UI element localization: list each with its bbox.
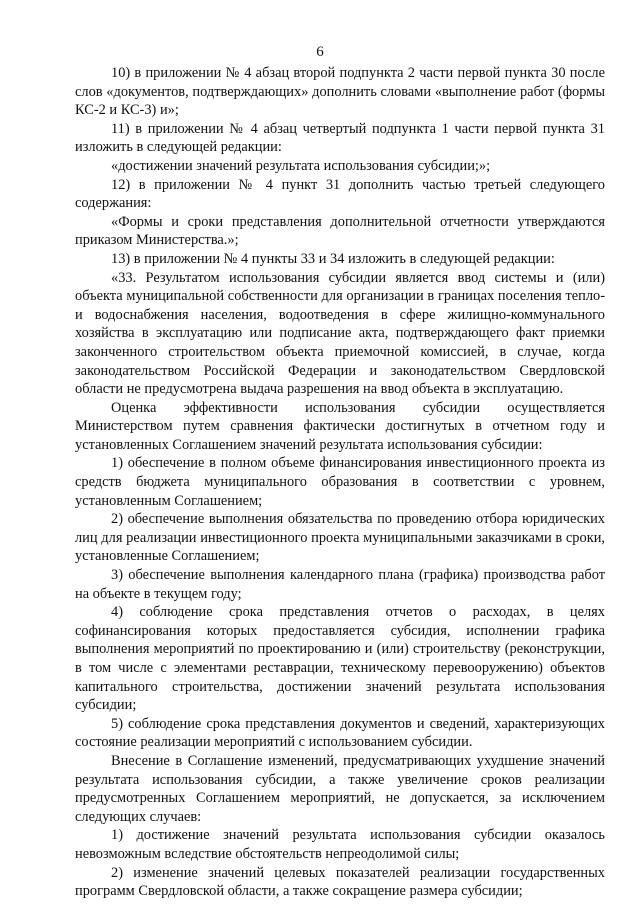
paragraph-eval-3: 3) обеспечение выполнения календарного плана (графика) производства работ на объекте в текущем году; (75, 567, 605, 602)
paragraph-eval-4: 4) соблюдение срока представления отчетов о расходах, в целях софинансирования которых предоставляется субсидия, исполнении графика выполнения мероприятий по проектированию и (или) строительству (реконструкции, в том числе с элементами реставрации, техническому перевооружению) объектов капитального строительства, достижении значений результата использования субсидии; (75, 604, 605, 714)
paragraph-exception-1: 1) достижение значений результата использования субсидии оказалось невозможным вследствие обстоятельств непреодолимой силы; (75, 827, 605, 862)
paragraph-eval-1: 1) обеспечение в полном объеме финансирования инвестиционного проекта из средств бюджета муниципального образования в соответствии с уровнем, установленным Соглашением; (75, 455, 605, 509)
paragraph-exception-2: 2) изменение значений целевых показателей реализации государственных программ Свердловской области, а также сокращение размера субсидии; (75, 864, 605, 900)
paragraph-eval-5: 5) соблюдение срока представления документов и сведений, характеризующих состояние реализации мероприятий с использованием субсидии. (75, 715, 605, 751)
paragraph-point-33: «33. Результатом использования субсидии является ввод системы и (или) объекта муниципальной собственности для организации в границах поселения тепло- и водоснабжения населения, водоотведения в сфере жилищно-коммунального хозяйства в эксплуатацию или подписание акта, подтверждающего факт приемки законченного строительством объекта приемочной комиссией, в случае, когда законодательством Российской Федерации и законодательством Свердловской области не предусмотрена выдача разрешения на ввод объекта в эксплуатацию. (75, 269, 605, 398)
paragraph-item-12: 12) в приложении № 4 пункт 31 дополнить частью третьей следующего содержания: (75, 176, 605, 212)
document-body (75, 64, 605, 901)
paragraph-eval-2: 2) обеспечение выполнения обязательства по проведению отбора юридических лиц для реализации инвестиционного проекта муниципальными заказчиками в сроки, установленные Соглашением; (75, 511, 605, 565)
paragraph-item-11: 11) в приложении № 4 абзац четвертый подпункта 1 части первой пункта 31 изложить в следующей редакции: (75, 120, 605, 156)
paragraph-item-10: 10) в приложении № 4 абзац второй подпункта 2 части первой пункта 30 после слов «документов, подтверждающих» дополнить словами «выполнение работ (формы КС-2 и КС-3) и»; (75, 65, 605, 119)
paragraph-quote-achievement: «достижении значений результата использования субсидии;»; (111, 157, 491, 174)
paragraph-evaluation: Оценка эффективности использования субсидии осуществляется Министерством путем сравнения фактически достигнутых в отчетном году и установленных Соглашением значений результата использования субсидии: (75, 399, 605, 453)
page-number: 6 (316, 44, 324, 60)
paragraph-quote-forms: «Формы и сроки представления дополнительной отчетности утверждаются приказом Министерства.»; (75, 213, 605, 249)
paragraph-amendments: Внесение в Соглашение изменений, предусматривающих ухудшение значений результата использования субсидии, а также увеличение сроков реализации предусмотренных Соглашением мероприятий, не допускается, за исключением следующих случаев: (75, 752, 605, 825)
paragraph-item-13: 13) в приложении № 4 пункты 33 и 34 изложить в следующей редакции: (111, 250, 555, 267)
